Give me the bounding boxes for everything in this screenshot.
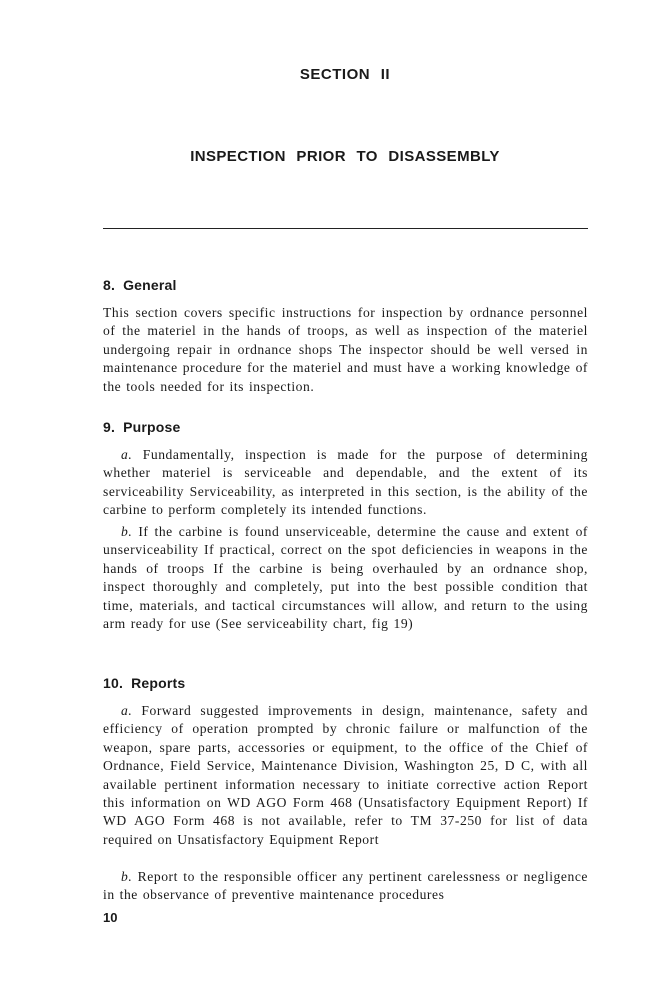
purpose-sub-b <box>103 523 588 633</box>
reports-sub-a <box>103 702 588 849</box>
page-number: 10 <box>103 910 118 925</box>
purpose-sub-a <box>103 446 588 520</box>
paragraph-heading-reports <box>103 675 185 691</box>
paragraph-title: General <box>123 277 177 293</box>
paragraph-number: 10. <box>103 675 124 691</box>
subparagraph-text: Forward suggested improvements in design, maintenance, safety and efficiency of operation prompted by chronic failure or malfunction of the weapon, spare parts, accessories or equipment, to the office of the Chief of Ordnance, Field Service, Maintenance Division, Washington 25, D C, with all available pertinent information necessary to initiate corrective action Report this information on WD AGO Form 468 (Unsatisfactory Equipment Report) If WD AGO Form 468 is not available, refer to TM 37-250 for list of data required on Unsatisfactory Equipment Report <box>103 703 588 847</box>
general-text <box>103 304 588 396</box>
paragraph-number: 9. <box>103 419 116 435</box>
subparagraph-label: a. <box>121 447 133 462</box>
subparagraph-text: If the carbine is found unserviceable, determine the cause and extent of unserviceability If practical, correct on the spot deficiencies in weapons in the hands of troops If the carbine is being overhauled by an ordnance shop, inspect thoroughly and completely, put into the best possible condition that time, materials, and tactical circumstances will allow, and return to the using arm ready for use (See serviceability chart, fig 19) <box>103 524 588 632</box>
subparagraph-label: a. <box>121 703 133 718</box>
paragraph-title: Purpose <box>123 419 181 435</box>
subparagraph-text: Fundamentally, inspection is made for the purpose of determining whether materiel is serviceable and dependable, and the extent of its serviceability Serviceability, as interpreted in this section, is the ability of the carbine to perform completely its intended functions. <box>103 447 589 518</box>
subparagraph-text: Report to the responsible officer any pertinent carelessness or negligence in the observance of preventive maintenance procedures <box>103 869 588 903</box>
paragraph-text: This section covers specific instructions for inspection by ordnance personnel of the materiel in the hands of troops, as well as inspection of the materiel undergoing repair in ordnance shops The inspector should be well versed in maintenance procedure for the materiel and must have a working knowledge of the tools needed for its inspection. <box>103 305 588 394</box>
paragraph-number: 8. <box>103 277 116 293</box>
paragraph-title: Reports <box>131 675 186 691</box>
paragraph-heading-general <box>103 277 177 293</box>
subparagraph-label: b. <box>121 524 133 539</box>
reports-sub-b <box>103 868 588 905</box>
section-number: SECTION II <box>299 66 391 83</box>
subparagraph-label: b. <box>121 869 133 884</box>
horizontal-rule <box>103 228 588 229</box>
section-title: INSPECTION PRIOR TO DISASSEMBLY <box>190 148 500 165</box>
paragraph-heading-purpose <box>103 419 181 435</box>
